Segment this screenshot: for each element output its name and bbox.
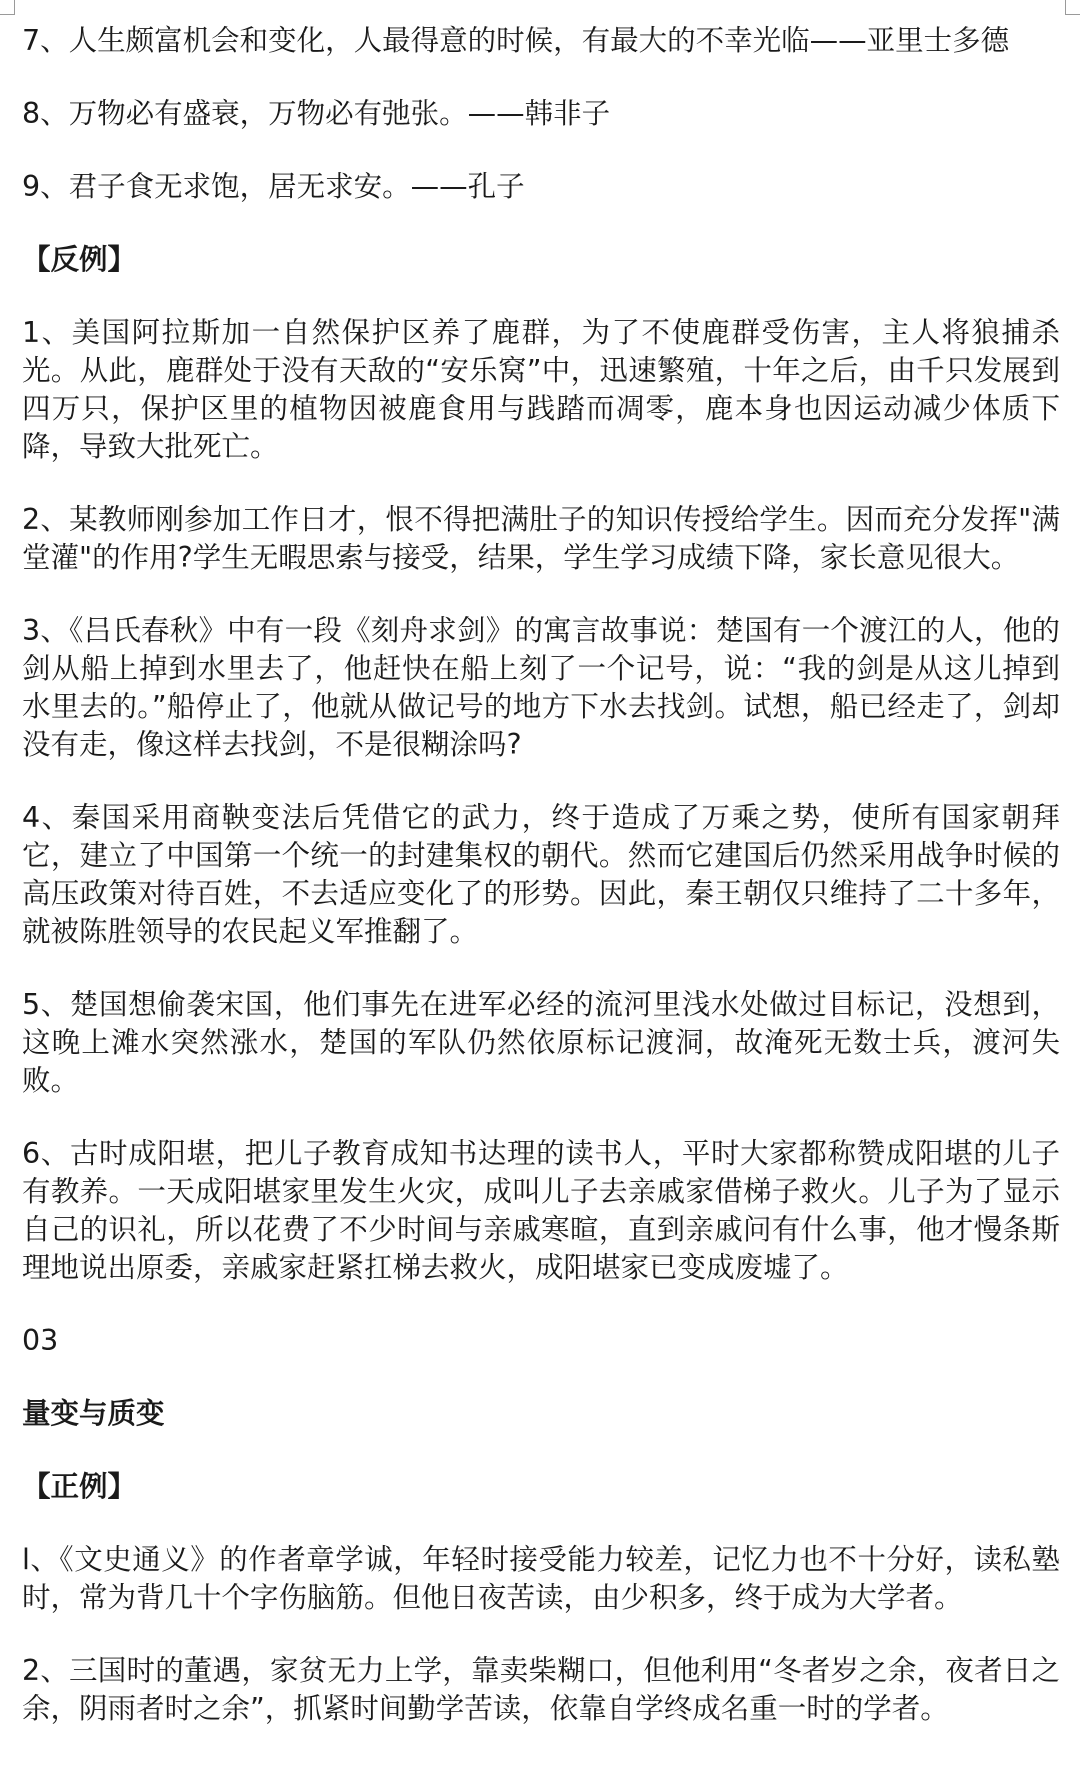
crop-mark-top-right <box>1065 0 1080 15</box>
counterexample-5: 5、楚国想偷袭宋国，他们事先在进军必经的流河里浅水处做过目标记，没想到，这晚上滩水突然涨水，楚国的军队仍然依原标记渡洞，故淹死无数士兵，渡河失败。 <box>22 988 1060 1097</box>
heading-counterexample: 【反例】 <box>22 243 137 276</box>
section-title: 量变与质变 <box>22 1397 165 1430</box>
positive-example-2: 2、三国时的董遇，家贫无力上学，靠卖柴糊口，但他利用“冬者岁之余，夜者日之余，阴雨者时之余”，抓紧时间勤学苦读，依靠自学终成名重一时的学者。 <box>22 1654 1060 1725</box>
counterexample-4: 4、秦国采用商鞅变法后凭借它的武力，终于造成了万乘之势，使所有国家朝拜它，建立了中国第一个统一的封建集权的朝代。然而它建国后仍然采用战争时候的高压政策对待百姓，不去适应变化了的形势。因此，秦王朝仅只维持了二十多年，就被陈胜领导的农民起义军推翻了。 <box>22 801 1060 948</box>
counterexample-6: 6、古时成阳堪，把儿子教育成知书达理的读书人，平时大家都称赞成阳堪的儿子有教养。一天成阳堪家里发生火灾，成叫儿子去亲戚家借梯子救火。儿子为了显示自己的识礼，所以花费了不少时间与亲戚寒暄，直到亲戚问有什么事，他才慢条斯理地说出原委，亲戚家赶紧扛梯去救火，成阳堪家已变成废墟了。 <box>22 1137 1060 1284</box>
counterexample-3: 3、《吕氏春秋》中有一段《刻舟求剑》的寓言故事说：楚国有一个渡江的人，他的剑从船上掉到水里去了，他赶快在船上刻了一个记号，说：“我的剑是从这儿掉到水里去的。”船停止了，他就从做记号的地方下水去找剑。试想，船已经走了，剑却没有走，像这样去找剑，不是很糊涂吗? <box>22 614 1060 761</box>
crop-mark-top-left <box>0 0 15 15</box>
quote-9: 9、君子食无求饱，居无求安。——孔子 <box>22 170 525 203</box>
section-number: 03 <box>22 1324 59 1357</box>
quote-7: 7、人生颇富机会和变化，人最得意的时候，有最大的不幸光临——亚里士多德 <box>22 24 1010 57</box>
quote-8: 8、万物必有盛衰，万物必有弛张。——韩非子 <box>22 97 611 130</box>
heading-positive: 【正例】 <box>22 1470 137 1503</box>
counterexample-1: 1、美国阿拉斯加一自然保护区养了鹿群，为了不使鹿群受伤害，主人将狼捕杀光。从此，鹿群处于没有天敌的“安乐窝”中，迅速繁殖，十年之后，由千只发展到四万只，保护区里的植物因被鹿食用与践踏而凋零，鹿本身也因运动减少体质下降，导致大批死亡。 <box>22 316 1060 463</box>
counterexample-2: 2、某教师刚参加工作日才，恨不得把满肚子的知识传授给学生。因而充分发挥"满堂灌"的作用?学生无暇思索与接受，结果，学生学习成绩下降，家长意见很大。 <box>22 503 1060 574</box>
positive-example-1: l、《文史通义》的作者章学诚，年轻时接受能力较差，记忆力也不十分好，读私塾时，常为背几十个字伤脑筋。但他日夜苦读，由少积多，终于成为大学者。 <box>22 1543 1060 1614</box>
